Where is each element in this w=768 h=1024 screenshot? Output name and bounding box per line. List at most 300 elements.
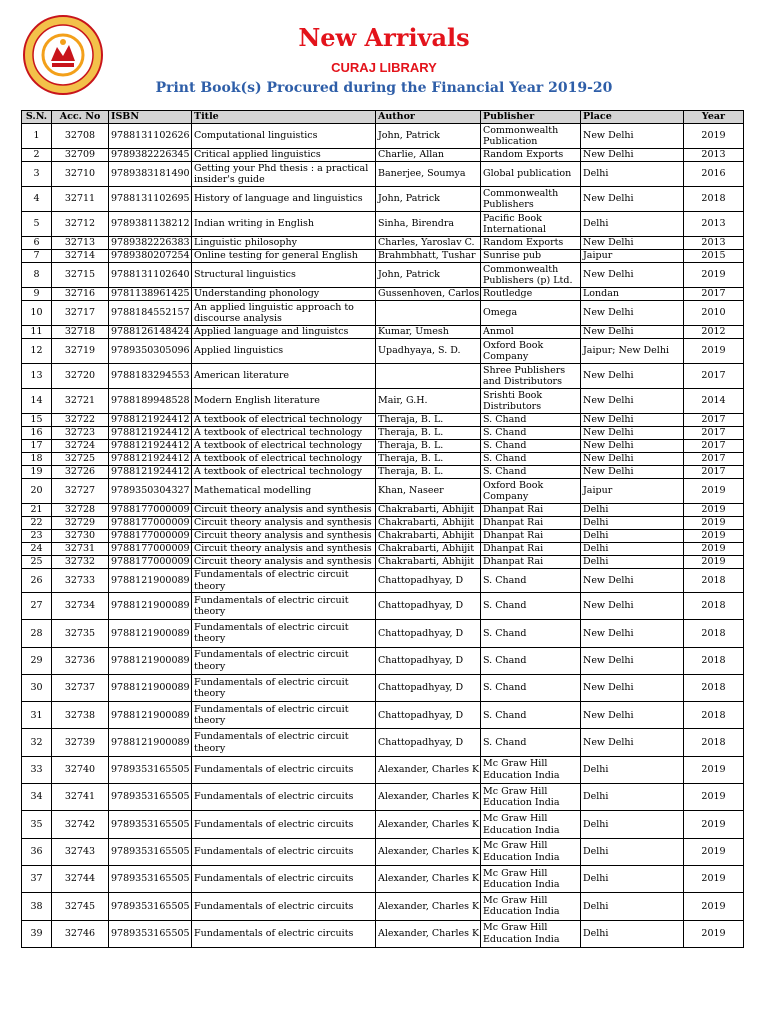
cell-year: 2013	[684, 212, 744, 237]
cell-title: Fundamentals of electric circuit theory	[192, 620, 376, 647]
cell-author: Brahmbhatt, Tushar	[376, 250, 481, 263]
cell-publisher: S. Chand	[481, 674, 581, 701]
cell-author: Chakrabarti, Abhijit	[376, 517, 481, 530]
col-header-place: Place	[581, 111, 684, 124]
page-subtitle: Print Book(s) Procured during the Financial Year 2019-20	[155, 80, 613, 96]
cell-acc-no: 32710	[52, 162, 109, 187]
cell-sn: 8	[22, 263, 52, 288]
cell-author: John, Patrick	[376, 187, 481, 212]
cell-acc-no: 32714	[52, 250, 109, 263]
cell-author: Chattopadhyay, D	[376, 702, 481, 729]
cell-year: 2018	[684, 593, 744, 620]
cell-isbn: 9788126148424	[109, 326, 192, 339]
cell-isbn: 9788131102626	[109, 124, 192, 149]
cell-author: Charlie, Allan	[376, 149, 481, 162]
cell-isbn: 9788121924412	[109, 427, 192, 440]
cell-publisher: Commonwealth Publishers	[481, 187, 581, 212]
cell-sn: 15	[22, 414, 52, 427]
cell-place: New Delhi	[581, 729, 684, 756]
cell-acc-no: 32741	[52, 784, 109, 811]
cell-author: Alexander, Charles K	[376, 920, 481, 947]
cell-acc-no: 32734	[52, 593, 109, 620]
cell-isbn: 9789353165505	[109, 784, 192, 811]
cell-publisher: Routledge	[481, 288, 581, 301]
table-row	[22, 530, 744, 543]
cell-year: 2017	[684, 364, 744, 389]
table-row	[22, 543, 744, 556]
cell-sn: 14	[22, 389, 52, 414]
cell-isbn: 9781138961425	[109, 288, 192, 301]
cell-author	[376, 301, 481, 326]
cell-publisher: S. Chand	[481, 466, 581, 479]
cell-acc-no: 32732	[52, 556, 109, 569]
cell-acc-no: 32735	[52, 620, 109, 647]
cell-title: Circuit theory analysis and synthesis	[192, 530, 376, 543]
cell-place: New Delhi	[581, 427, 684, 440]
cell-acc-no: 32719	[52, 339, 109, 364]
cell-author: Kumar, Umesh	[376, 326, 481, 339]
cell-isbn: 9788121900089	[109, 729, 192, 756]
table-row	[22, 838, 744, 865]
cell-year: 2019	[684, 124, 744, 149]
cell-title: Computational linguistics	[192, 124, 376, 149]
cell-year: 2017	[684, 427, 744, 440]
cell-year: 2019	[684, 893, 744, 920]
cell-place: Delhi	[581, 920, 684, 947]
cell-title: Linguistic philosophy	[192, 237, 376, 250]
cell-title: Fundamentals of electric circuits	[192, 811, 376, 838]
cell-acc-no: 32737	[52, 674, 109, 701]
cell-title: Fundamentals of electric circuit theory	[192, 569, 376, 593]
cell-publisher: Commonwealth Publication	[481, 124, 581, 149]
cell-publisher: Dhanpat Rai	[481, 504, 581, 517]
cell-author: Alexander, Charles K	[376, 756, 481, 783]
cell-acc-no: 32723	[52, 427, 109, 440]
cell-author: Alexander, Charles K	[376, 865, 481, 892]
cell-sn: 27	[22, 593, 52, 620]
table-row	[22, 440, 744, 453]
cell-acc-no: 32745	[52, 893, 109, 920]
cell-acc-no: 32726	[52, 466, 109, 479]
cell-acc-no: 32740	[52, 756, 109, 783]
table-row	[22, 569, 744, 593]
cell-year: 2018	[684, 187, 744, 212]
cell-isbn: 9788121900089	[109, 647, 192, 674]
cell-sn: 31	[22, 702, 52, 729]
cell-author: Theraja, B. L.	[376, 414, 481, 427]
cell-acc-no: 32746	[52, 920, 109, 947]
cell-year: 2019	[684, 504, 744, 517]
cell-publisher: Dhanpat Rai	[481, 517, 581, 530]
cell-publisher: Mc Graw Hill Education India	[481, 756, 581, 783]
cell-sn: 11	[22, 326, 52, 339]
cell-acc-no: 32729	[52, 517, 109, 530]
table-row	[22, 756, 744, 783]
cell-publisher: S. Chand	[481, 440, 581, 453]
cell-title: Fundamentals of electric circuits	[192, 865, 376, 892]
cell-acc-no: 32731	[52, 543, 109, 556]
cell-place: Delhi	[581, 893, 684, 920]
cell-publisher: Random Exports	[481, 149, 581, 162]
cell-sn: 7	[22, 250, 52, 263]
cell-sn: 29	[22, 647, 52, 674]
cell-acc-no: 32720	[52, 364, 109, 389]
cell-year: 2019	[684, 920, 744, 947]
cell-acc-no: 32727	[52, 479, 109, 504]
cell-isbn: 9789353165505	[109, 865, 192, 892]
table-row	[22, 920, 744, 947]
cell-place: Delhi	[581, 784, 684, 811]
cell-publisher: S. Chand	[481, 729, 581, 756]
table-row	[22, 784, 744, 811]
col-header-author: Author	[376, 111, 481, 124]
cell-sn: 22	[22, 517, 52, 530]
cell-author: Mair, G.H.	[376, 389, 481, 414]
cell-sn: 16	[22, 427, 52, 440]
cell-title: Indian writing in English	[192, 212, 376, 237]
cell-acc-no: 32718	[52, 326, 109, 339]
cell-publisher: Dhanpat Rai	[481, 530, 581, 543]
cell-isbn: 9789350305096	[109, 339, 192, 364]
cell-year: 2019	[684, 339, 744, 364]
cell-sn: 39	[22, 920, 52, 947]
cell-publisher: Mc Graw Hill Education India	[481, 838, 581, 865]
cell-author: Chattopadhyay, D	[376, 620, 481, 647]
cell-acc-no: 32708	[52, 124, 109, 149]
cell-sn: 30	[22, 674, 52, 701]
cell-author: Alexander, Charles K	[376, 893, 481, 920]
cell-year: 2019	[684, 543, 744, 556]
cell-sn: 38	[22, 893, 52, 920]
table-row	[22, 124, 744, 149]
table-row	[22, 479, 744, 504]
table-row	[22, 865, 744, 892]
col-header-acc-no: Acc. No	[52, 111, 109, 124]
cell-title: Critical applied linguistics	[192, 149, 376, 162]
cell-year: 2019	[684, 756, 744, 783]
cell-place: Londan	[581, 288, 684, 301]
cell-isbn: 9788121900089	[109, 674, 192, 701]
cell-sn: 12	[22, 339, 52, 364]
cell-publisher: Oxford Book Company	[481, 339, 581, 364]
cell-year: 2016	[684, 162, 744, 187]
cell-place: Delhi	[581, 162, 684, 187]
cell-publisher: S. Chand	[481, 453, 581, 466]
cell-acc-no: 32717	[52, 301, 109, 326]
cell-isbn: 9788121924412	[109, 414, 192, 427]
cell-isbn: 9788177000009	[109, 517, 192, 530]
table-row	[22, 702, 744, 729]
cell-place: New Delhi	[581, 187, 684, 212]
cell-publisher: Dhanpat Rai	[481, 543, 581, 556]
cell-publisher: S. Chand	[481, 702, 581, 729]
table-row	[22, 301, 744, 326]
cell-title: Applied language and linguistcs	[192, 326, 376, 339]
cell-isbn: 9788177000009	[109, 556, 192, 569]
cell-year: 2014	[684, 389, 744, 414]
col-header-isbn: ISBN	[109, 111, 192, 124]
table-row	[22, 326, 744, 339]
cell-acc-no: 32724	[52, 440, 109, 453]
cell-place: New Delhi	[581, 149, 684, 162]
cell-year: 2019	[684, 517, 744, 530]
table-row	[22, 556, 744, 569]
cell-place: Delhi	[581, 556, 684, 569]
table-row	[22, 466, 744, 479]
cell-year: 2019	[684, 479, 744, 504]
cell-place: New Delhi	[581, 569, 684, 593]
cell-isbn: 9788183294553	[109, 364, 192, 389]
cell-publisher: Dhanpat Rai	[481, 556, 581, 569]
cell-acc-no: 32709	[52, 149, 109, 162]
cell-title: Fundamentals of electric circuit theory	[192, 593, 376, 620]
cell-publisher: S. Chand	[481, 593, 581, 620]
cell-sn: 25	[22, 556, 52, 569]
table-row	[22, 729, 744, 756]
cell-author: Chakrabarti, Abhijit	[376, 556, 481, 569]
cell-place: New Delhi	[581, 620, 684, 647]
cell-author: Banerjee, Soumya	[376, 162, 481, 187]
cell-year: 2019	[684, 784, 744, 811]
cell-year: 2019	[684, 811, 744, 838]
cell-title: History of language and linguistics	[192, 187, 376, 212]
cell-acc-no: 32716	[52, 288, 109, 301]
cell-publisher: Sunrise pub	[481, 250, 581, 263]
cell-title: Fundamentals of electric circuits	[192, 838, 376, 865]
cell-title: A textbook of electrical technology	[192, 414, 376, 427]
cell-title: Fundamentals of electric circuits	[192, 756, 376, 783]
table-row	[22, 187, 744, 212]
cell-year: 2019	[684, 838, 744, 865]
table-row	[22, 811, 744, 838]
cell-sn: 4	[22, 187, 52, 212]
cell-acc-no: 32715	[52, 263, 109, 288]
cell-acc-no: 32743	[52, 838, 109, 865]
cell-title: Fundamentals of electric circuit theory	[192, 647, 376, 674]
table-row	[22, 339, 744, 364]
cell-year: 2017	[684, 288, 744, 301]
cell-publisher: Mc Graw Hill Education India	[481, 893, 581, 920]
table-row	[22, 288, 744, 301]
cell-place: Delhi	[581, 543, 684, 556]
cell-publisher: Mc Graw Hill Education India	[481, 865, 581, 892]
cell-sn: 9	[22, 288, 52, 301]
cell-year: 2019	[684, 263, 744, 288]
cell-title: Mathematical modelling	[192, 479, 376, 504]
cell-publisher: Random Exports	[481, 237, 581, 250]
cell-title: American literature	[192, 364, 376, 389]
cell-acc-no: 32736	[52, 647, 109, 674]
cell-isbn: 9789383181490	[109, 162, 192, 187]
cell-year: 2018	[684, 729, 744, 756]
cell-isbn: 9788121924412	[109, 440, 192, 453]
cell-isbn: 9789353165505	[109, 893, 192, 920]
cell-place: New Delhi	[581, 237, 684, 250]
cell-place: Delhi	[581, 756, 684, 783]
cell-author: Sinha, Birendra	[376, 212, 481, 237]
cell-isbn: 9788121900089	[109, 569, 192, 593]
cell-year: 2017	[684, 440, 744, 453]
col-header-publisher: Publisher	[481, 111, 581, 124]
library-name: CURAJ LIBRARY	[331, 60, 437, 75]
cell-sn: 1	[22, 124, 52, 149]
col-header-year: Year	[684, 111, 744, 124]
cell-publisher: S. Chand	[481, 414, 581, 427]
cell-isbn: 9788121924412	[109, 453, 192, 466]
cell-acc-no: 32730	[52, 530, 109, 543]
table-row	[22, 647, 744, 674]
cell-title: Fundamentals of electric circuits	[192, 920, 376, 947]
cell-place: Delhi	[581, 865, 684, 892]
cell-author: Chakrabarti, Abhijit	[376, 504, 481, 517]
cell-publisher: S. Chand	[481, 647, 581, 674]
cell-isbn: 9789382226383	[109, 237, 192, 250]
cell-title: Structural linguistics	[192, 263, 376, 288]
cell-year: 2017	[684, 466, 744, 479]
cell-isbn: 9789380207254	[109, 250, 192, 263]
cell-sn: 35	[22, 811, 52, 838]
table-row	[22, 364, 744, 389]
cell-isbn: 9788177000009	[109, 543, 192, 556]
cell-publisher: Omega	[481, 301, 581, 326]
cell-sn: 23	[22, 530, 52, 543]
cell-sn: 28	[22, 620, 52, 647]
table-row	[22, 517, 744, 530]
cell-place: New Delhi	[581, 440, 684, 453]
cell-isbn: 9789382226345	[109, 149, 192, 162]
cell-place: Jaipur; New Delhi	[581, 339, 684, 364]
cell-author: Chakrabarti, Abhijit	[376, 530, 481, 543]
cell-author: Chattopadhyay, D	[376, 729, 481, 756]
cell-acc-no: 32739	[52, 729, 109, 756]
cell-author: Theraja, B. L.	[376, 440, 481, 453]
cell-title: A textbook of electrical technology	[192, 440, 376, 453]
table-row	[22, 453, 744, 466]
cell-isbn: 9789353165505	[109, 920, 192, 947]
cell-year: 2019	[684, 556, 744, 569]
cell-place: Delhi	[581, 504, 684, 517]
col-header-title: Title	[192, 111, 376, 124]
cell-author: Gussenhoven, Carlos	[376, 288, 481, 301]
table-row	[22, 162, 744, 187]
cell-title: Fundamentals of electric circuits	[192, 893, 376, 920]
cell-year: 2015	[684, 250, 744, 263]
table-header-row	[22, 111, 744, 124]
cell-publisher: Pacific Book International	[481, 212, 581, 237]
cell-place: New Delhi	[581, 466, 684, 479]
cell-year: 2013	[684, 237, 744, 250]
cell-publisher: Mc Graw Hill Education India	[481, 920, 581, 947]
cell-sn: 32	[22, 729, 52, 756]
cell-isbn: 9788177000009	[109, 504, 192, 517]
cell-author: Alexander, Charles K	[376, 784, 481, 811]
cell-title: Circuit theory analysis and synthesis	[192, 517, 376, 530]
cell-place: Jaipur	[581, 479, 684, 504]
cell-isbn: 9788177000009	[109, 530, 192, 543]
table-row	[22, 593, 744, 620]
cell-year: 2018	[684, 702, 744, 729]
cell-isbn: 9789381138212	[109, 212, 192, 237]
cell-title: Applied linguistics	[192, 339, 376, 364]
cell-author: Charles, Yaroslav C.	[376, 237, 481, 250]
cell-author: Alexander, Charles K	[376, 811, 481, 838]
cell-isbn: 9788121900089	[109, 620, 192, 647]
cell-title: Online testing for general English	[192, 250, 376, 263]
cell-sn: 10	[22, 301, 52, 326]
cell-author: Chattopadhyay, D	[376, 593, 481, 620]
cell-year: 2018	[684, 620, 744, 647]
table-row	[22, 250, 744, 263]
cell-author: Khan, Naseer	[376, 479, 481, 504]
cell-isbn: 9788131102640	[109, 263, 192, 288]
cell-acc-no: 32725	[52, 453, 109, 466]
cell-sn: 3	[22, 162, 52, 187]
cell-title: Fundamentals of electric circuits	[192, 784, 376, 811]
cell-year: 2019	[684, 865, 744, 892]
cell-place: Delhi	[581, 811, 684, 838]
cell-isbn: 9788121900089	[109, 702, 192, 729]
cell-sn: 36	[22, 838, 52, 865]
cell-year: 2019	[684, 530, 744, 543]
cell-place: Jaipur	[581, 250, 684, 263]
cell-place: New Delhi	[581, 414, 684, 427]
cell-place: New Delhi	[581, 674, 684, 701]
cell-sn: 26	[22, 569, 52, 593]
cell-title: A textbook of electrical technology	[192, 427, 376, 440]
cell-author: Chattopadhyay, D	[376, 569, 481, 593]
cell-author: Alexander, Charles K	[376, 838, 481, 865]
cell-publisher: S. Chand	[481, 569, 581, 593]
cell-isbn: 9789353165505	[109, 838, 192, 865]
cell-publisher: Anmol	[481, 326, 581, 339]
cell-publisher: S. Chand	[481, 620, 581, 647]
cell-sn: 6	[22, 237, 52, 250]
cell-publisher: Oxford Book Company	[481, 479, 581, 504]
col-header-sn: S.N.	[22, 111, 52, 124]
cell-place: New Delhi	[581, 326, 684, 339]
cell-acc-no: 32711	[52, 187, 109, 212]
cell-place: New Delhi	[581, 389, 684, 414]
table-row	[22, 427, 744, 440]
cell-year: 2018	[684, 569, 744, 593]
cell-sn: 5	[22, 212, 52, 237]
cell-place: Delhi	[581, 530, 684, 543]
table-row	[22, 389, 744, 414]
cell-isbn: 9789353165505	[109, 811, 192, 838]
cell-isbn: 9789353165505	[109, 756, 192, 783]
cell-place: New Delhi	[581, 593, 684, 620]
table-row	[22, 414, 744, 427]
table-row	[22, 237, 744, 250]
cell-publisher: Shree Publishers and Distributors	[481, 364, 581, 389]
cell-acc-no: 32733	[52, 569, 109, 593]
cell-acc-no: 32721	[52, 389, 109, 414]
cell-author: Theraja, B. L.	[376, 427, 481, 440]
cell-publisher: Global publication	[481, 162, 581, 187]
page-title: New Arrivals	[298, 23, 470, 52]
cell-place: Delhi	[581, 212, 684, 237]
cell-place: Delhi	[581, 838, 684, 865]
cell-title: Getting your Phd thesis : a practical insider's guide	[192, 162, 376, 187]
cell-place: New Delhi	[581, 453, 684, 466]
table-row	[22, 620, 744, 647]
cell-isbn: 9788121924412	[109, 466, 192, 479]
cell-acc-no: 32742	[52, 811, 109, 838]
cell-sn: 33	[22, 756, 52, 783]
cell-sn: 20	[22, 479, 52, 504]
cell-acc-no: 32722	[52, 414, 109, 427]
cell-author: Theraja, B. L.	[376, 466, 481, 479]
